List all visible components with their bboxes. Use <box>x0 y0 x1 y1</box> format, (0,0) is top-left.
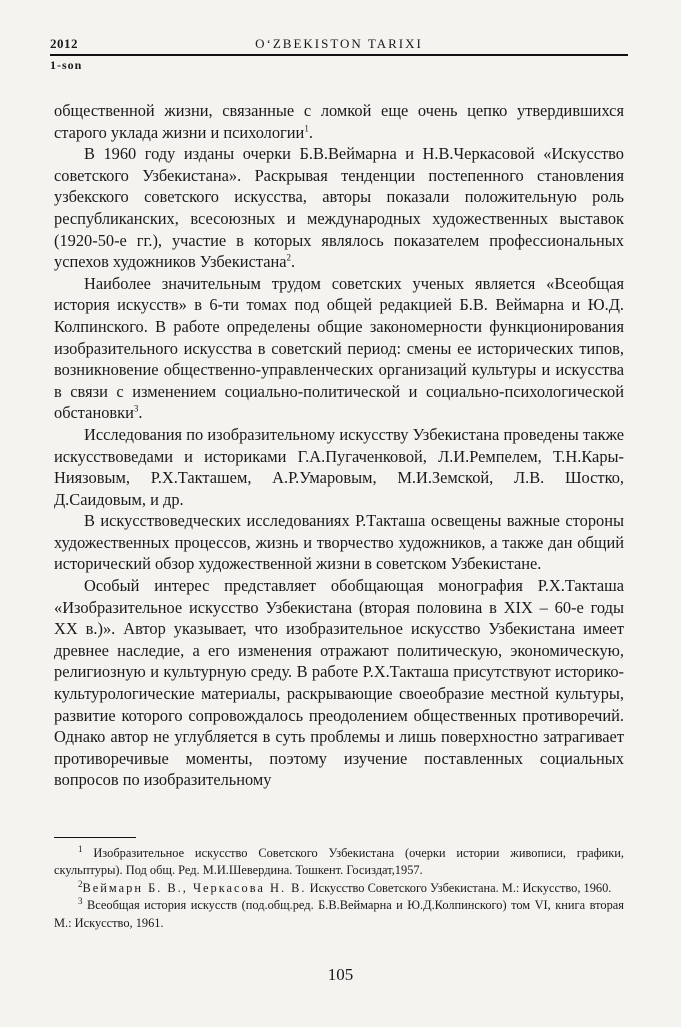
footnote: $^3$ Всеобщая история искусств (под.общ.ред. Б.В.Веймарна и Ю.Д.Колпинского) том VI, книга вторая М.: Искусство, 1961. <box>54 896 624 930</box>
page-number: 105 <box>327 965 354 984</box>
footnote-marker: 1 <box>304 123 309 134</box>
footnote-marker: 3 <box>133 403 139 414</box>
paragraph: общественной жизни, связанные с ломкой еще очень цепко утвердившихся старого уклада жизни и психологии$^1$. <box>54 101 624 142</box>
footnote-marker: 2 <box>286 252 292 263</box>
paragraph: Наиболее значительным трудом советских ученых является «Всеобщая история искусств» в 6-ти томах под общей редакцией Б.В. Веймарна и Ю.Д. Колпинского. В работе определены общие закономерности функционирования изобразительного искусства в советский период: смены ее исторических типов, возникновение общественно-управленческих организаций культуры и искусства в связи с изменением социально-политической и социально-психологической обстановки$^3$. <box>54 273 624 423</box>
footnotes <box>54 845 624 932</box>
footnote: $^1$ Изобразительное искусство Советского Узбекистана (очерки истории живописи, графики, скульптуры). Под общ. Ред. М.И.Шевердина. Тошкент. Госиздат,1957. <box>54 843 624 878</box>
paragraph: В 1960 году изданы очерки Б.В.Веймарна и Н.В.Черкасовой «Искусство советского Узбекистана». Раскрывая тенденции постепенного становления узбекского советского искусства, авторы показали положительную роль республиканских, всесоюзных и международных художественных выставок (1920-50-е гг.), участие в которых являлось показателем профессиональных успехов художников Узбекистана$^2$. <box>54 144 624 272</box>
paragraph: Исследования по изобразительному искусству Узбекистана проведены также искусствоведами и историками Г.А.Пугаченковой, Л.И.Ремпелем, Т.Н.Кары-Ниязовым, Р.Х.Такташем, А.Р.Умаровым, М.И.Земской, Л.В. Шостко, Д.Саидовым, и др. <box>54 424 624 509</box>
paragraph: В искусствоведческих исследованиях Р.Такташа освещены важные стороны художественных процессов, жизнь и творчество художников, а также дан общий исторический обзор художественной жизни в советском Узбекистане. <box>54 511 624 574</box>
footnote-divider <box>54 837 136 838</box>
header-year: 2012 <box>50 36 78 51</box>
paragraph: Особый интерес представляет обобщающая монография Р.Х.Такташа «Изобразительное искусство Узбекистана (вторая половина в XIX – 60-е годы XX в.)». Автор указывает, что изобразительное искусство Узбекистана имеет древнее наследие, а его изменения отражают политическую, экономическую, религиозную и культурную среду. В работе Р.Х.Такташа присутствуют историко-культурологические материалы, раскрывающие своеобразие местной культуры, развитие которого сопровождалось преодолением общественных противоречий. Однако автор не углубляется в суть проблемы и лишь поверхностно затрагивает противоречивые моменты, поэтому изучение поставленных социальных вопросов по изобразительному <box>54 576 624 790</box>
running-header <box>50 36 628 56</box>
footnote-authors: Веймарн Б. В., Черкасова Н. В. <box>82 880 307 895</box>
header-journal-title: O‘ZBEKISTON TARIXI <box>255 36 423 51</box>
main-text <box>54 100 624 791</box>
footnote: $^2$Веймарн Б. В., Черкасова Н. В. Искусство Советского Узбекистана. М.: Искусство, 1960. <box>78 878 612 895</box>
header-issue: 1-son <box>50 58 83 72</box>
